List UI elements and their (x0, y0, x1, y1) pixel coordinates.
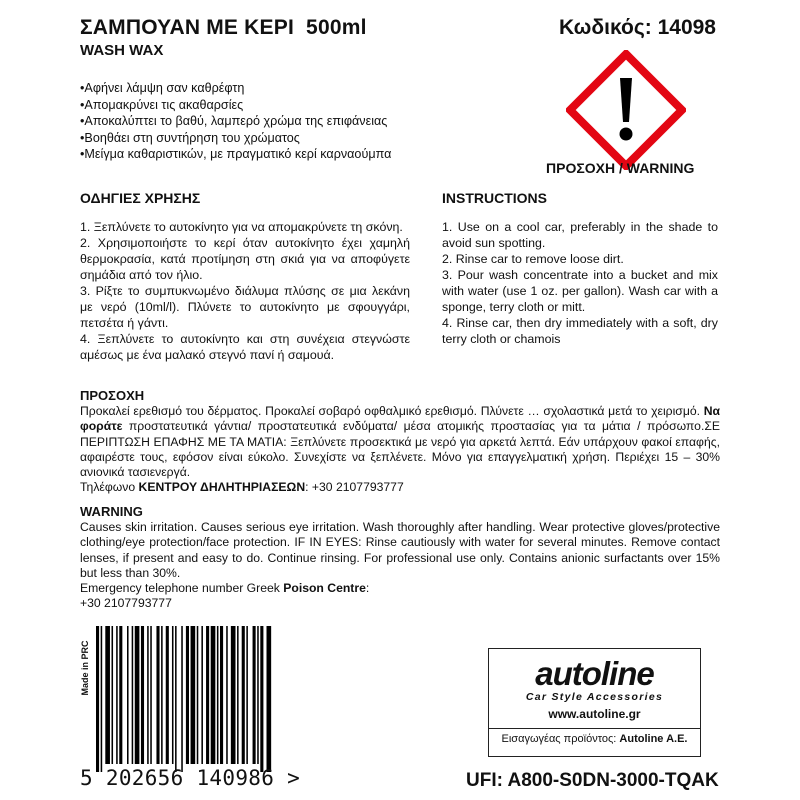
warning-en-text: Causes skin irritation. Causes serious eye irritation. Wash thoroughly after handling. Wear protective gloves/protective clothing/eye protection/face protection. IF IN EYES: Rinse cautiously with water for several minutes. Remove contact lenses, if present and easy to do. Continue rinsing. For professional use only. Contains anionic surfactants over 15% but less than 30%. Emergency telephone number Greek Poison Centre: +30 2107793777 (80, 520, 720, 611)
list-item: • Μείγμα καθαριστικών, με πραγματικό κερί καρναούμπα (80, 146, 391, 163)
barcode-bar (132, 626, 134, 764)
barcode-bar (186, 626, 189, 764)
list-item: • Αφήνει λάμψη σαν καθρέφτη (80, 80, 391, 97)
brand-logo: autoline (535, 655, 654, 692)
barcode-bar (161, 626, 163, 764)
list-item: • Αποκαλύπτει το βαθύ, λαμπερό χρώμα της επιφάνειας (80, 113, 391, 130)
instruction-step: 3. Pour wash concentrate into a bucket and mix with water (use 1 oz. per gallon). Wash car with a sponge, terry cloth or mitt. (442, 268, 718, 314)
barcode-bar (135, 626, 140, 764)
barcode-bar (237, 626, 239, 764)
poison-centre-phone-gr: Τηλέφωνο ΚΕΝΤΡΟΥ ΔΗΛΗΤΗΡΙΑΣΕΩΝ: +30 2107793777 (80, 480, 404, 495)
divider (489, 728, 700, 729)
instruction-step: 1. Ξεπλύνετε το αυτοκίνητο για να απομακρύνετε τη σκόνη. (80, 220, 403, 234)
barcode-bar (166, 626, 169, 764)
product-subtitle: WASH WAX (80, 42, 164, 59)
instructions-en (442, 219, 718, 347)
ufi-code: UFI: A800-S0DN-3000-TQAK (466, 770, 719, 791)
instruction-step: 4. Ξεπλύνετε το αυτοκίνητο και στη συνέχεια στεγνώστε αμέσως με ένα μαλακό στεγνό πανί ή σαμουά. (80, 332, 410, 362)
barcode-bar (141, 626, 144, 764)
barcode-bar (260, 626, 263, 772)
caution-gr-heading: ΠΡΟΣΟΧΗ (80, 388, 145, 403)
barcode-bar (267, 626, 272, 772)
barcode-bar (119, 626, 122, 764)
barcode-bar (242, 626, 245, 764)
barcode-bar (116, 626, 118, 764)
barcode-bar (105, 626, 110, 764)
instruction-step: 2. Χρησιμοποιήστε το κερί όταν αυτοκίνητο έχει χαμηλή θερμοκρασία, κατά προτίμηση στη σκιά για να αποφύγετε σημάδια από τον ήλιο. (80, 236, 410, 282)
barcode-bar (112, 626, 114, 764)
barcode-bar (257, 626, 259, 764)
barcode-bar (172, 626, 174, 764)
product-code: Κωδικός: 14098 (559, 16, 716, 39)
barcode-bar (201, 626, 203, 764)
importer-line: Εισαγωγέας προϊόντος: Autoline A.E. (501, 733, 688, 745)
barcode-bar (191, 626, 196, 764)
instructions-en-heading: INSTRUCTIONS (442, 190, 547, 206)
barcode-number: 5 202656 140986 > (80, 766, 301, 790)
instructions-gr-heading: ΟΔΗΓΙΕΣ ΧΡΗΣΗΣ (80, 190, 201, 206)
barcode-bar (220, 626, 223, 764)
instruction-step: 4. Rinse car, then dry immediately with a soft, dry terry cloth or chamois (442, 316, 718, 346)
instructions-gr (80, 219, 410, 363)
caution-gr-text: Προκαλεί ερεθισμό του δέρματος. Προκαλεί σοβαρό οφθαλμικό ερεθισμό. Πλύνετε … σχολαστικά μετά το χειρισμό. Να φοράτε προστατευτικά γάντια/ προστατευτικά ενδύματα/ μέσα ατομικής προστασίας για τα μάτια / πρόσωπο.ΣΕ ΠΕΡΙΠΤΩΣΗ ΕΠΑΦΗΣ ΜΕ ΤΑ ΜΑΤΙΑ: Ξεπλύνετε προσεκτικά με νερό για αρκετά λεπτά. Εάν υπάρχουν φακοί επαφής, αφαιρέστε τους, εφόσον είναι εύκολο. Συνεχίστε να ξεπλένετε. Μόνο για επαγγελματική χρήση. Περιέχει 15 – 30% ανιονικά τασιενεργά. Τηλέφωνο ΚΕΝΤΡΟΥ ΔΗΛΗΤΗΡΙΑΣΕΩΝ: +30 2107793777 (80, 404, 720, 495)
barcode-bar (150, 626, 152, 764)
barcode-bar (175, 626, 177, 772)
hazard-label: ΠΡΟΣΟΧΗ / WARNING (546, 160, 695, 176)
made-in-label: Made in PRC (80, 640, 90, 696)
barcode-bar (147, 626, 149, 764)
feature-list (80, 80, 391, 163)
brand-tagline: Car Style Accessories (525, 691, 664, 703)
instruction-step: 1. Use on a cool car, preferably in the shade to avoid sun spotting. (442, 220, 718, 250)
poison-centre-phone-en: Emergency telephone number Greek Poison Centre: (80, 581, 370, 596)
list-item: • Απομακρύνει τις ακαθαρσίες (80, 97, 391, 114)
barcode-bar (181, 626, 183, 772)
product-title: ΣΑΜΠΟΥΑΝ ΜΕ ΚΕΡΙ 500ml (80, 16, 367, 39)
barcode-bar (127, 626, 129, 764)
brand-website: www.autoline.gr (548, 707, 641, 721)
barcode-bar (231, 626, 236, 764)
instruction-step: 3. Ρίξτε το συμπυκνωμένο διάλυμα πλύσης σε μια λεκάνη με νερό (10ml/l). Πλύνετε το αυτοκίνητο με σφουγγάρι, πετσέτα ή γάντι. (80, 284, 410, 330)
exclamation-hazard-icon (566, 50, 686, 170)
barcode-bar (217, 626, 219, 764)
barcode-bar (101, 626, 103, 772)
barcode-bar (96, 626, 99, 772)
barcode-bar (206, 626, 209, 764)
instruction-step: 2. Rinse car to remove loose dirt. (442, 252, 624, 266)
warning-en-heading: WARNING (80, 504, 143, 519)
brand-box (488, 648, 701, 757)
barcode-bar (226, 626, 228, 764)
barcode-bar (253, 626, 256, 764)
barcode-bar (211, 626, 216, 764)
barcode-bar (197, 626, 199, 764)
list-item: • Βοηθάει στη συντήρηση του χρώματος (80, 130, 391, 147)
barcode-bar (156, 626, 159, 764)
barcode-bar (246, 626, 248, 764)
